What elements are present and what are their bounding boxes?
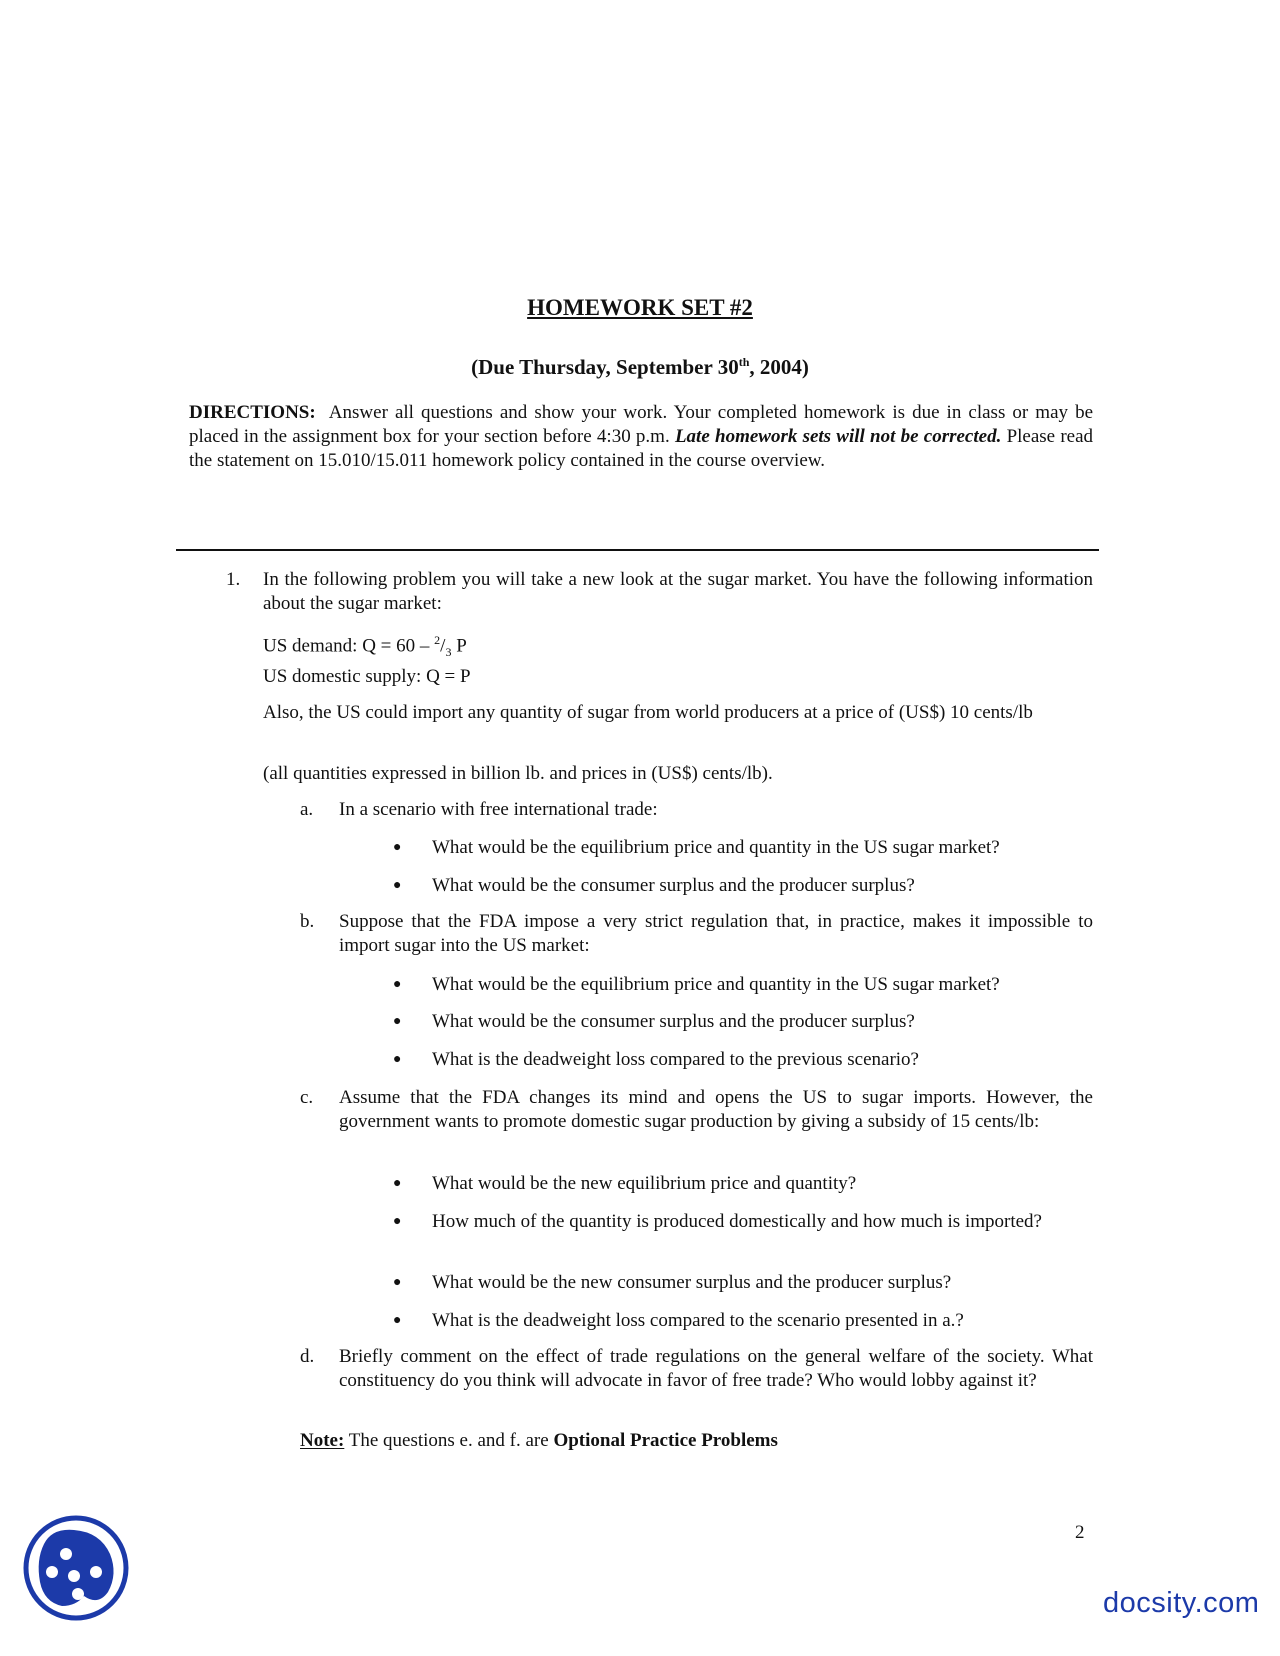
page-number: 2 bbox=[1075, 1522, 1085, 1543]
optional-note: Note: The questions e. and f. are Optional Practice Problems bbox=[300, 1430, 778, 1451]
due-date: (Due Thursday, September 30th, 2004) bbox=[471, 355, 809, 379]
bullet-icon: ● bbox=[393, 1214, 402, 1229]
part-c-bullet-2: How much of the quantity is produced domestically and how much is imported? bbox=[432, 1211, 1042, 1232]
part-c-bullet-3: What would be the new consumer surplus and the producer surplus? bbox=[432, 1272, 952, 1293]
part-c-text: Assume that the FDA changes its mind and opens the US to sugar imports. However, the government wants to promote domestic sugar production by giving a subsidy of 15 cents/lb: bbox=[339, 1087, 1093, 1132]
part-a-text: In a scenario with free international trade: bbox=[339, 799, 658, 820]
directions-paragraph: DIRECTIONS: Answer all questions and show your work. Your completed homework is due in class or may be placed in the assignment box for your section before 4:30 p.m. Late homework sets will not be corrected. Please read the statement on 15.010/15.011 homework policy contained in the course overview. bbox=[189, 402, 1094, 471]
bullet-icon: ● bbox=[393, 977, 402, 992]
bullet-icon: ● bbox=[393, 1176, 402, 1191]
section-divider bbox=[176, 549, 1099, 551]
part-c-bullet-4: What is the deadweight loss compared to the scenario presented in a.? bbox=[432, 1310, 964, 1331]
units-info: (all quantities expressed in billion lb. and prices in (US$) cents/lb). bbox=[263, 763, 773, 784]
import-info: Also, the US could import any quantity of sugar from world producers at a price of (US$) 10 cents/lb bbox=[263, 702, 1033, 723]
note-label: Note: bbox=[300, 1430, 345, 1451]
part-b-letter: b. bbox=[300, 911, 315, 932]
part-b-bullet-1: What would be the equilibrium price and quantity in the US sugar market? bbox=[432, 974, 1000, 995]
question-number: 1. bbox=[226, 569, 241, 590]
part-d-text: Briefly comment on the effect of trade regulations on the general welfare of the society. What constituency do you think will advocate in favor of free trade? Who would lobby against it? bbox=[339, 1346, 1093, 1391]
part-a-bullet-1: What would be the equilibrium price and quantity in the US sugar market? bbox=[432, 837, 1000, 858]
part-a-letter: a. bbox=[300, 799, 314, 820]
part-a-bullet-2: What would be the consumer surplus and the producer surplus? bbox=[432, 875, 915, 896]
bullet-icon: ● bbox=[393, 878, 402, 893]
bullet-icon: ● bbox=[393, 1313, 402, 1328]
directions-label: DIRECTIONS: bbox=[189, 402, 316, 423]
us-supply: US domestic supply: Q = P bbox=[263, 666, 471, 687]
bullet-icon: ● bbox=[393, 1014, 402, 1029]
note-bold: Optional Practice Problems bbox=[553, 1430, 778, 1451]
part-b-text: Suppose that the FDA impose a very strict regulation that, in practice, makes it impossible to import sugar into the US market: bbox=[339, 911, 1093, 956]
bullet-icon: ● bbox=[393, 1052, 402, 1067]
docsity-logo-icon[interactable] bbox=[22, 1514, 130, 1622]
part-d-letter: d. bbox=[300, 1346, 315, 1367]
part-c-letter: c. bbox=[300, 1087, 314, 1108]
part-b-bullet-2: What would be the consumer surplus and the producer surplus? bbox=[432, 1011, 915, 1032]
part-b-bullet-3: What is the deadweight loss compared to the previous scenario? bbox=[432, 1049, 919, 1070]
page-title: HOMEWORK SET #2 bbox=[527, 295, 753, 320]
us-demand: US demand: $Q = 60 - ^2/_3$ P bbox=[263, 633, 467, 660]
late-warning: Late homework sets will not be corrected. bbox=[674, 426, 1002, 447]
bullet-icon: ● bbox=[393, 1275, 402, 1290]
question-intro: In the following problem you will take a new look at the sugar market. You have the following information about the sugar market: bbox=[263, 569, 1093, 614]
part-c-bullet-1: What would be the new equilibrium price and quantity? bbox=[432, 1173, 857, 1194]
docsity-link[interactable]: docsity.com bbox=[1103, 1587, 1260, 1619]
bullet-icon: ● bbox=[393, 840, 402, 855]
